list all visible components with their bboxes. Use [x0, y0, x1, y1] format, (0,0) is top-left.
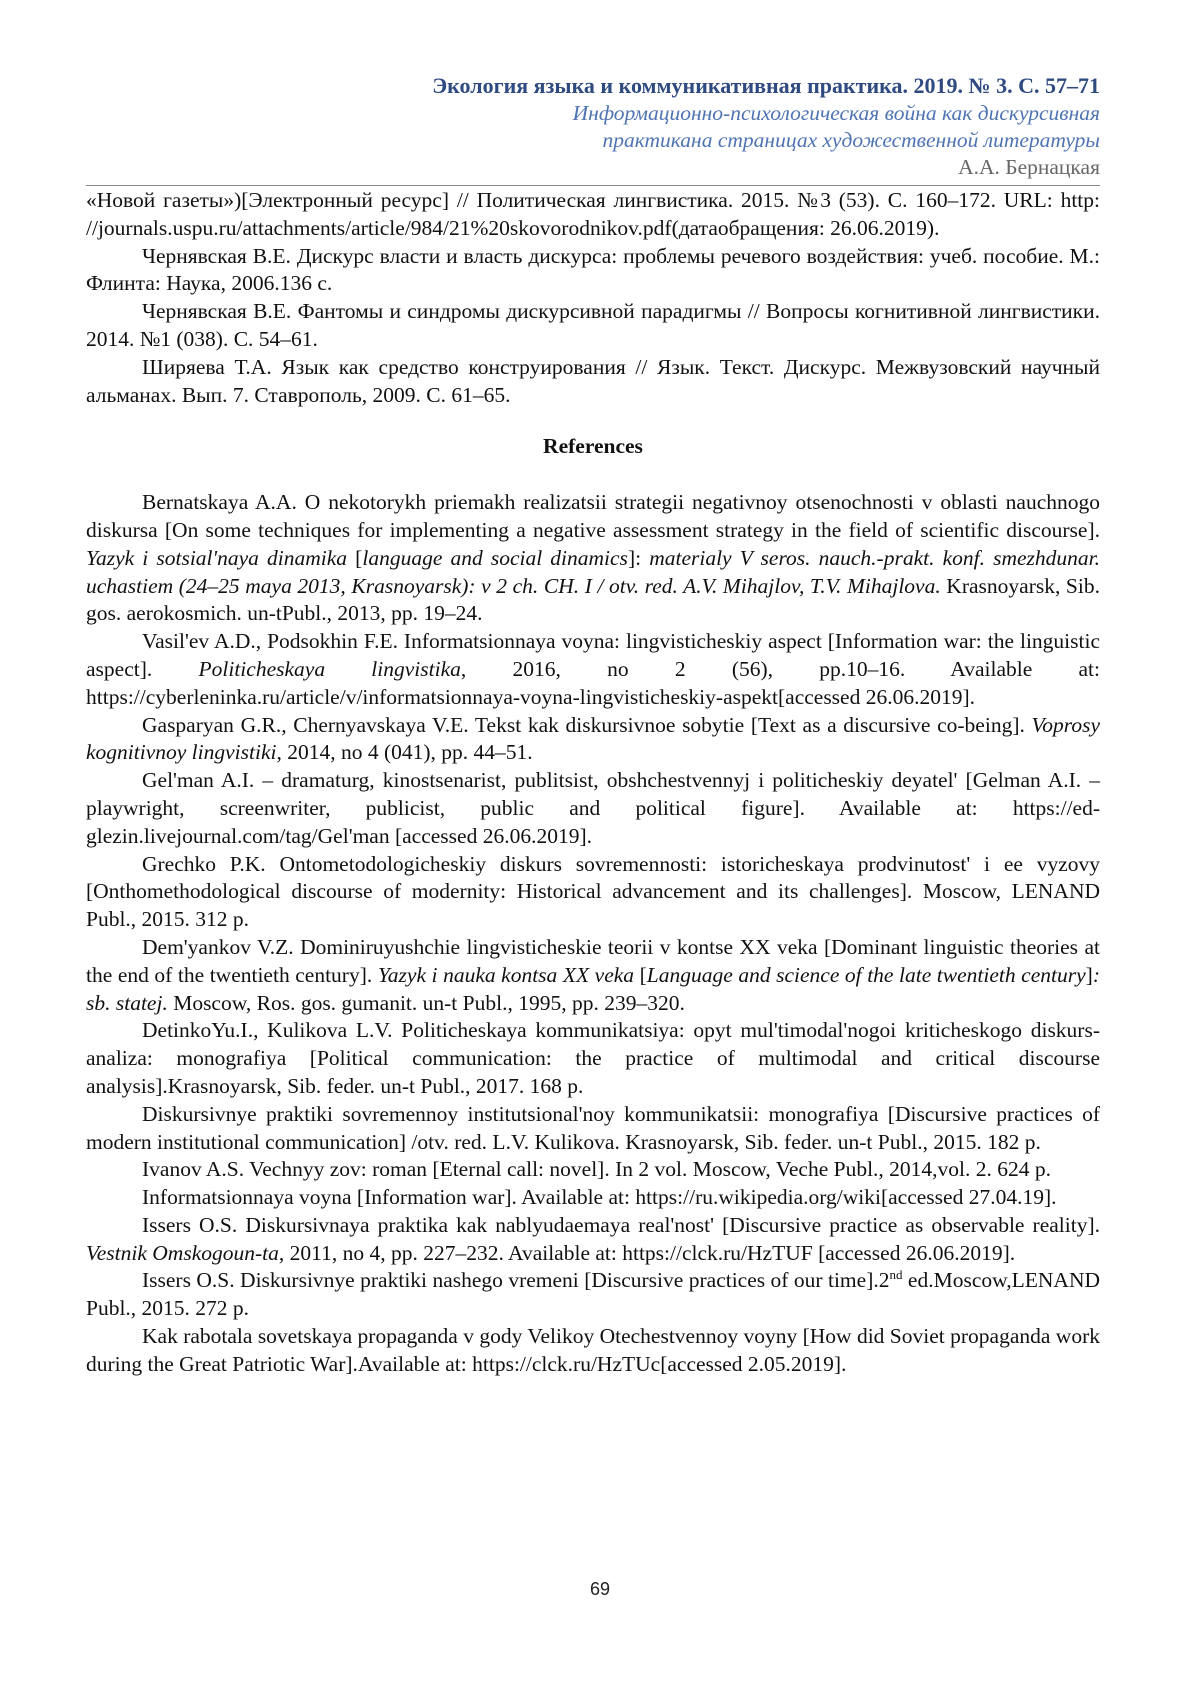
reference-item: [86, 712, 1100, 768]
reference-item: DetinkoYu.I., Kulikova L.V. Politicheskaya kommunikatsiya: opyt mul'timodal'nogoi kriticheskogo diskurs-analiza: monografiya [Political communication: the practice of multimodal and critical discourse analysis].Krasnoyarsk, Sib. feder. un-t Publ., 2017. 168 p.: [86, 1018, 1100, 1098]
reference-item: Grechko P.K. Ontometodologicheskiy diskurs sovremennosti: istoricheskaya prodvinutost' i ee vyzovy [Onthomethodological discourse of modernity: Historical advancement and its challenges]. Moscow, LENAND Publ., 2015. 312 p.: [86, 851, 1100, 932]
article-author: А.А. Бернацкая: [958, 155, 1100, 179]
journal-citation: Экология языка и коммуникативная практика. 2019. № 3. С. 57–71: [432, 73, 1100, 98]
ref-text: Issers O.S. Diskursivnaya praktika kak nablyudaemaya real'nost' [Discursive practice as observable reality].: [142, 1212, 1100, 1237]
reference-item: Чернявская В.Е. Фантомы и синдромы дискурсивной парадигмы // Вопросы когнитивной лингвистики. 2014. №1 (038). С. 54–61.: [86, 299, 1100, 351]
ref-text: ]:: [627, 545, 650, 570]
references-heading: References: [543, 434, 643, 459]
ref-text: ]: [1085, 962, 1093, 987]
page-body: [86, 187, 1100, 1379]
ref-italic: Yazyk i sotsial'naya dinamika: [86, 545, 348, 570]
reference-item: [86, 628, 1100, 711]
ref-text: Dem'yankov V.Z. Dominiruyushchie lingvisticheskie teorii v kontse XX veka [Dominant linguistic theories at the end of the twentieth century].: [86, 934, 1100, 987]
ref-text: Moscow, Ros. gos. gumanit. un-t Publ., 1995, pp. 239–320.: [167, 990, 685, 1015]
article-title-line-1: Информационно-психологическая война как дискурсивная: [572, 101, 1100, 125]
ref-text: Gasparyan G.R., Chernyavskaya V.E. Tekst kak diskursivnoe sobytie [Text as a discursive co-being].: [142, 712, 1032, 737]
reference-item: Diskursivnye praktiki sovremennoy institutsional'noy kommunikatsii: monografiya [Discursive practices of modern institutional communication] /otv. red. L.V. Kulikova. Krasnoyarsk, Sib. feder. un-t Publ., 2015. 182 p.: [86, 1101, 1100, 1154]
ref-italic: language and social dinamics: [362, 545, 628, 570]
ref-text: , 2016, no 2 (56), pp.10–16. Available at: https://cyberleninka.ru/article/v/informatsionnaya-voyna-lingvisticheskiy-aspekt[accessed 26.06.2019].: [86, 656, 1100, 709]
header-divider: [86, 185, 1100, 186]
reference-item: Чернявская В.Е. Дискурс власти и власть дискурса: проблемы речевого воздействия: учеб. пособие. М.: Флинта: Наука, 2006.136 с.: [86, 243, 1100, 296]
ref-italic: Yazyk i nauka kontsa XX veka: [377, 962, 635, 987]
ref-italic: : sb. statej.: [86, 962, 1100, 1015]
ref-text: , 2014, no 4 (041), pp. 44–51.: [276, 740, 533, 765]
ref-italic: Vestnik Omskogoun-ta: [86, 1240, 279, 1265]
ref-text: ed.Moscow,LENAND Publ., 2015. 272 p.: [86, 1268, 1101, 1321]
reference-item: Ivanov A.S. Vechnyy zov: roman [Eternal call: novel]. In 2 vol. Moscow, Veche Publ., 2014,vol. 2. 624 p.: [142, 1157, 1052, 1182]
ref-text: Issers O.S. Diskursivnye praktiki nashego vremeni [Discursive practices of our time].2: [142, 1268, 890, 1293]
ref-text: Vasil'ev A.D., Podsokhin F.E. Informatsionnaya voyna: lingvisticheskiy aspect [Information war: the linguistic aspect].: [86, 629, 1100, 681]
reference-item: [86, 1212, 1100, 1268]
reference-item: Ширяева Т.А. Язык как средство конструирования // Язык. Текст. Дискурс. Межвузовский научный альманах. Вып. 7. Ставрополь, 2009. С. 61–65.: [86, 354, 1100, 407]
reference-item: Informatsionnaya voyna [Information war]. Available at: https://ru.wikipedia.org/wiki[accessed 27.04.19].: [142, 1185, 1057, 1210]
ref-italic: materialy V seros. nauch.-prakt. konf. smezhdunar. uchastiem (24–25 maya 2013, Krasnoyarsk): v 2 ch. CH. I / otv. red. A.V. Mihajlov, T.V. Mihajlova.: [86, 545, 1100, 598]
reference-item: Gel'man A.I. – dramaturg, kinostsenarist, publitsist, obshchestvennyj i politicheskiy deyatel' [Gelman A.I. – playwright, screenwriter, publicist, public and political figure]. Available at: https://ed-glezin.livejournal.com/tag/Gel'man [accessed 26.06.2019].: [86, 768, 1100, 848]
ref-text: Bernatskaya A.A. O nekotorykh priemakh realizatsii strategii negativnoy otsenochnosti v oblasti nauchnogo diskursa [On some techniques for implementing a negative assessment strategy in the field of scientific discourse].: [86, 490, 1100, 542]
article-title-line-2: практикана страницах художественной литературы: [602, 128, 1100, 152]
ref-text: [: [347, 545, 363, 570]
reference-item: [86, 489, 1100, 628]
reference-item: Kak rabotala sovetskaya propaganda v gody Velikoy Otechestvennoy voyny [How did Soviet propaganda work during the Great Patriotic War].Available at: https://clck.ru/HzTUc[accessed 2.05.2019].: [86, 1324, 1100, 1376]
reference-item: [86, 1267, 1100, 1323]
ref-text: Krasnoyarsk, Sib. gos. aerokosmich. un-tPubl., 2013, pp. 19–24.: [86, 573, 1100, 626]
ref-italic: Voprosy kognitivnoy lingvistiki: [86, 712, 1100, 765]
ref-text: [: [634, 962, 647, 987]
running-header: [86, 72, 1100, 181]
page-number: 69: [589, 1579, 611, 1599]
reference-item: «Новой газеты»)[Электронный ресурс] // Политическая лингвистика. 2015. №3 (53). С. 160–172. URL: http: //journals.uspu.ru/attachments/article/984/21%20skovorodnikov.pdf(датаобращения: 26.06.2019).: [86, 188, 1100, 240]
ref-italic: Politicheskaya lingvistika: [198, 656, 461, 681]
ref-superscript: nd: [889, 1267, 903, 1283]
reference-item: [86, 934, 1100, 1017]
ref-italic: Language and science of the late twentieth century: [646, 962, 1086, 987]
ref-text: , 2011, no 4, pp. 227–232. Available at: https://clck.ru/HzTUF [accessed 26.06.2019].: [278, 1240, 1016, 1265]
